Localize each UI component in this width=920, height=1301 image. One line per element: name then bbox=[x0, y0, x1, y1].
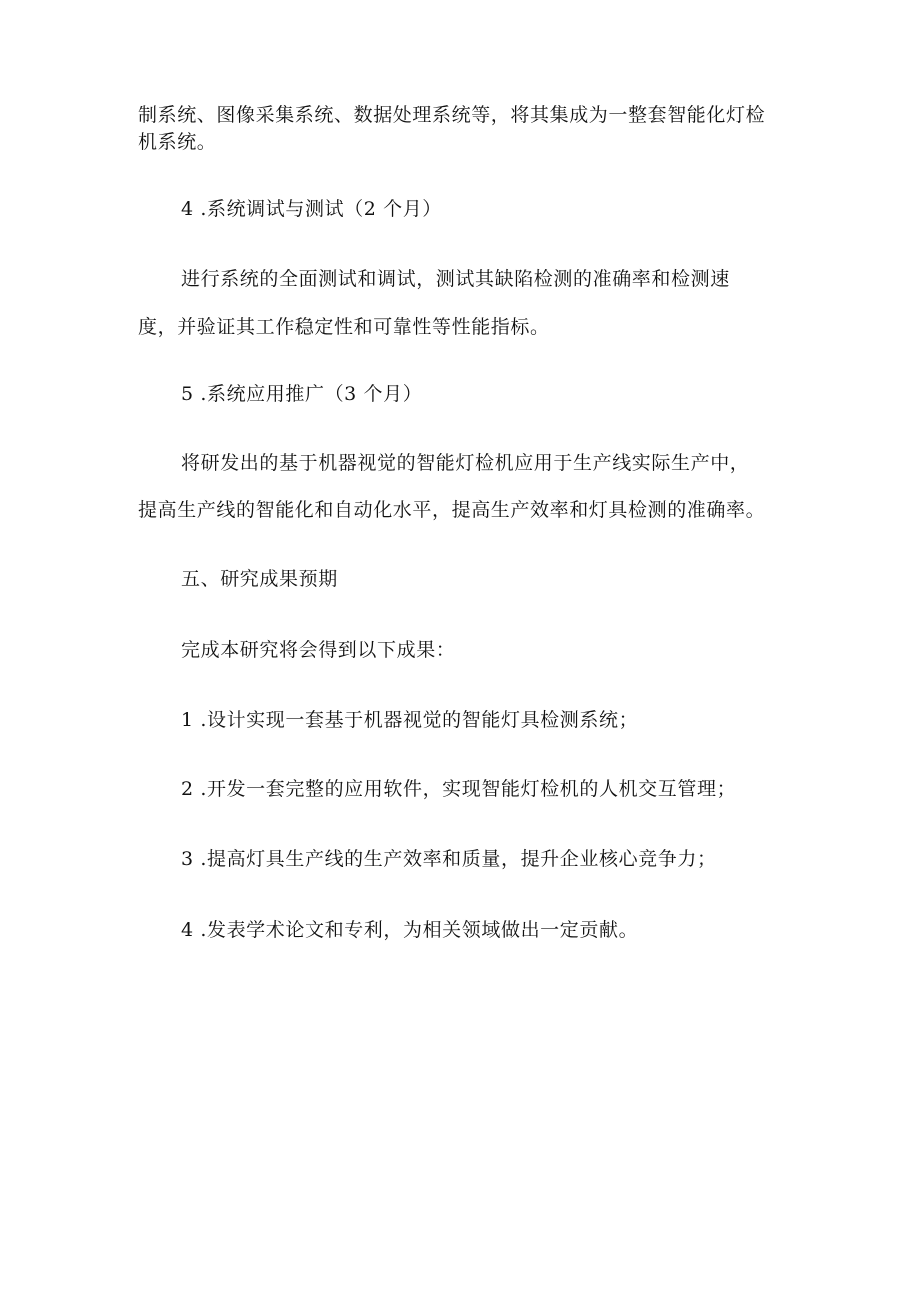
result-list-item: 4 .发表学术论文和专利，为相关领域做出一定贡献。 bbox=[181, 919, 639, 941]
paragraph-line: 度，并验证其工作稳定性和可靠性等性能指标。 bbox=[138, 316, 550, 338]
result-list-item: 1 .设计实现一套基于机器视觉的智能灯具检测系统； bbox=[181, 709, 639, 731]
chapter-heading-expected-results: 五、研究成果预期 bbox=[181, 568, 338, 590]
result-list-item: 2 .开发一套完整的应用软件，实现智能灯检机的人机交互管理； bbox=[181, 778, 737, 800]
result-list-item: 3 .提高灯具生产线的生产效率和质量，提升企业核心竞争力； bbox=[181, 848, 717, 870]
paragraph-continuation-line: 机系统。 bbox=[138, 131, 217, 153]
paragraph-line: 进行系统的全面测试和调试，测试其缺陷检测的准确率和检测速 bbox=[181, 268, 730, 290]
section-heading-system-testing: 4 .系统调试与测试（2 个月） bbox=[181, 198, 442, 220]
section-heading-application-promotion: 5 .系统应用推广（3 个月） bbox=[181, 383, 423, 405]
paragraph-line: 将研发出的基于机器视觉的智能灯检机应用于生产线实际生产中， bbox=[181, 452, 750, 474]
paragraph-continuation-line: 制系统、图像采集系统、数据处理系统等，将其集成为一整套智能化灯检 bbox=[138, 104, 766, 126]
paragraph-line: 提高生产线的智能化和自动化水平，提高生产效率和灯具检测的准确率。 bbox=[138, 499, 766, 521]
paragraph-line: 完成本研究将会得到以下成果： bbox=[181, 639, 456, 661]
